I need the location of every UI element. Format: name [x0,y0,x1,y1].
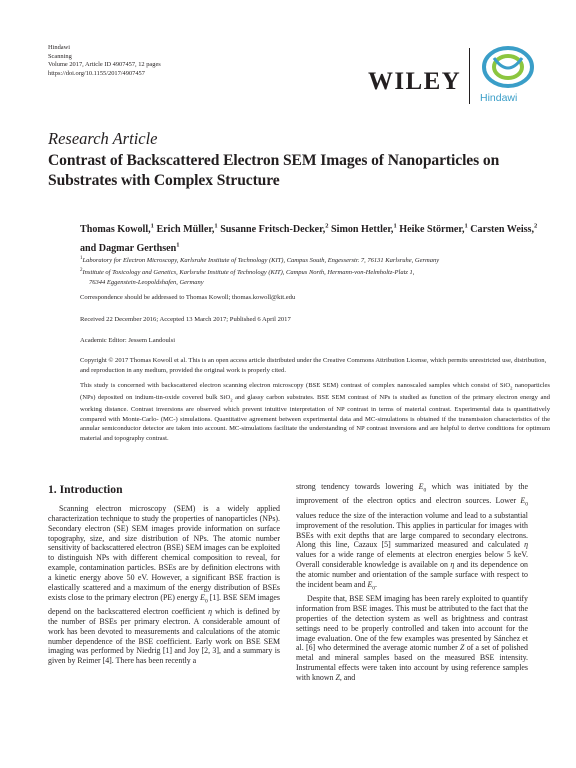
journal-name: Scanning [48,52,72,60]
author: Carsten Weiss,$^2$ [470,223,538,236]
paragraph: strong tendency towards lowering $E_0$ which was initiated by the improvement of the electron optics and electron sources. Lower $E_0$ values reduce the size of the interaction volume and lead to a substantial improvement of the resolution. This applies in particular for images with BSEs with exit depths that are large compared to secondary electrons. Along this line, Cazaux [5] summarized measured and calculated η values for a wide range of elements at electron energies below 5 keV. Overall considerable knowledge is available on η and its dependence on the atomic number and orientation of the sample surface with respect to the incident beam and $E_0$. [296,482,528,592]
affiliations [80,254,550,288]
volume-line: Volume 2017, Article ID 4907457, 12 pages [48,61,161,69]
doi-link[interactable]: https://doi.org/10.1155/2017/4907457 [48,69,145,77]
abstract: This study is concerned with backscattered electron scanning electron microscopy (BSE SEM) contrast of complex nanoscaled samples which consist of SiO$_2$ nanoparticles (NPs) deposited on indium-tin-oxide covered bulk SiO$_2$ and glassy carbon substrates. BSE SEM contrast of NPs is studied as function of the primary electron energy and working distance. Contrast inversions are observed which prevent intuitive interpretation of NP contrast in terms of material contrast. Experimental data is quantitatively compared with Monte-Carlo- (MC-) simulations. Quantitative agreement between experimental data and MC-simulations is obtained if the transmission characteristics of the annular semiconductor detector are taken into account. MC-simulations facilitate the understanding of NP contrast inversions and are helpful to derive conditions for optimum material and topography contrast. [80,382,550,443]
hindawi-wordmark: Hindawi [480,92,518,104]
author: Erich Müller,$^1$ [156,223,218,236]
author: Susanne Fritsch-Decker,$^2$ [220,223,329,236]
section-heading: 1. Introduction [48,483,123,496]
correspondence: Correspondence should be addressed to Thomas Kowoll; thomas.kowoll@kit.edu [80,294,296,301]
author: and Dagmar Gerthsen$^1$ [80,241,180,255]
wiley-logo: WILEY [368,68,462,95]
hindawi-logo-icon [478,44,538,90]
paragraph: Despite that, BSE SEM imaging has been rarely exploited to quantify information from BSE images. This must be attributed to the fact that the properties of the detection system as well as brightness and contrast settings need to be properly controlled and taken into account for the image evaluation. One of the few examples was presented by Sánchez et al. [6] who determined the average atomic number Z of a set of polished metal and mineral samples based on the measured BSE intensity. Instrumental effects were taken into account by using reference samples with known Z, and [296,594,529,682]
logo-divider [469,48,470,104]
article-type: Research Article [48,129,158,148]
affiliation: $^2$Institute of Toxicology and Genetics, Karlsruhe Institute of Technology (KIT), Campus North, Hermann-von-Helmholtz-Platz 1, [80,267,415,277]
copyright-notice: Copyright © 2017 Thomas Kowoll et al. This is an open access article distributed under the Creative Commons Attribution License, which permits unrestricted use, distribution, and reproduction in any medium, provided the original work is properly cited. [80,357,547,374]
academic-editor: Academic Editor: Jessem Landoulsi [80,337,176,344]
article-title: Contrast of Backscattered Electron SEM Images of Nanoparticles on Substrates with Complex Structure [48,152,500,189]
affiliation: $^1$Laboratory for Electron Microscopy, Karlsruhe Institute of Technology (KIT), Campus South, Engesserstr. 7, 76131 Karlsruhe, Germany [80,256,440,265]
paragraph: Scanning electron microscopy (SEM) is a widely applied characterization technique to study the properties of nanoparticles (NPs). Secondary electron (SE) SEM images provide information on surface topography, size, and size distribution of NPs. The atomic number sensitivity of backscattered electron (BSE) SEM images can be exploited to distinguish NPs with different chemical composition to reveal, for example, contamination particles. BSEs are by definition electrons with a kinetic energy above 50 eV. However, a significant BSE fraction is elastically scattered and a maximum of the energy distribution of BSEs exists close to the primary electron (PE) energy $E_0$ [1]. BSE SEM images depend on the backscattered electron coefficient η which is defined by the number of BSEs per primary electron. A considerable amount of work has been devoted to measurements and calculations of the atomic number dependence of the BSE coefficient. Early work on BSE SEM imaging was performed by Niedrig [1] and Joy [2, 3], and a summary is given by Reimer [4]. There has been recently a [48,504,280,666]
body-column-right [296,482,528,683]
author: Heike Störmer,$^1$ [399,223,468,236]
author-list [80,219,550,257]
body-column-left [48,504,280,666]
publication-dates: Received 22 December 2016; Accepted 13 March 2017; Published 6 April 2017 [80,316,291,323]
affiliation-continued: 76344 Eggenstein-Leopoldshafen, Germany [89,278,204,286]
publisher-name: Hindawi [48,44,71,51]
author: Simon Hettler,$^1$ [331,223,397,236]
journal-meta [48,44,161,78]
author: Thomas Kowoll,$^1$ [80,223,154,236]
